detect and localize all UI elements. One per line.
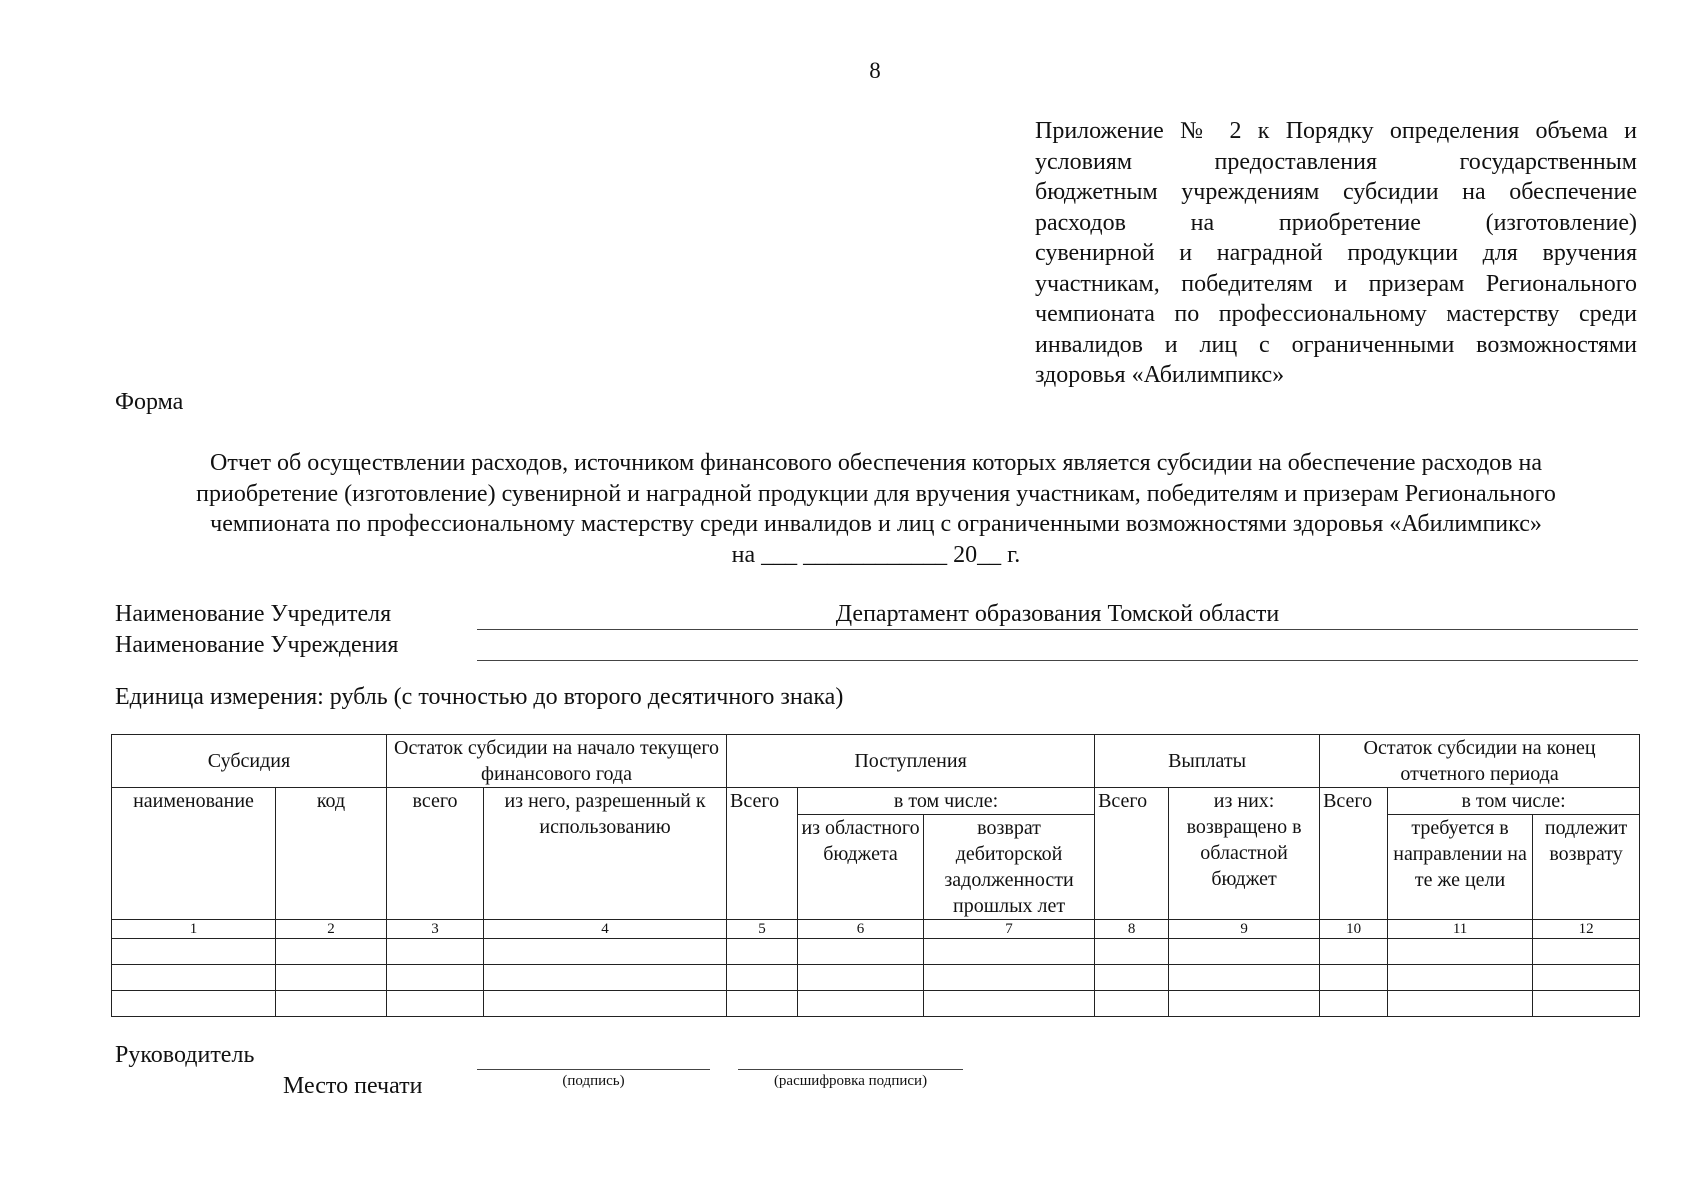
table-cell[interactable]: [484, 991, 727, 1017]
table-cell[interactable]: [1320, 965, 1388, 991]
table-row: [112, 965, 1640, 991]
appendix-line: бюджетным учреждениям субсидии на обеспечение: [1035, 179, 1637, 205]
table-cell[interactable]: [1533, 939, 1640, 965]
header-allowed: из него, разрешенный к использованию: [484, 788, 727, 920]
column-number: 9: [1169, 920, 1320, 939]
table-cell[interactable]: [276, 991, 387, 1017]
header-return-debts: возврат дебиторской задолженности прошлых лет: [924, 815, 1095, 920]
table-cell[interactable]: [112, 965, 276, 991]
column-number: 2: [276, 920, 387, 939]
appendix-line: условиям предоставления государственным: [1035, 148, 1637, 175]
table-cell[interactable]: [276, 939, 387, 965]
table-cell[interactable]: [727, 991, 798, 1017]
appendix-line: участникам, победителям и призерам Регионального: [1035, 270, 1637, 297]
header-receipts-including: в том числе:: [798, 788, 1095, 815]
column-number: 3: [387, 920, 484, 939]
table-cell[interactable]: [1169, 991, 1320, 1017]
table-cell[interactable]: [798, 965, 924, 991]
header-receipts-total: Всего: [727, 788, 798, 920]
seal-label: Место печати: [283, 1073, 423, 1099]
table-cell[interactable]: [1533, 965, 1640, 991]
header-same-purposes: требуется в направлении на те же цели: [1388, 815, 1533, 920]
header-payments: Выплаты: [1095, 735, 1320, 788]
header-start-balance: Остаток субсидии на начало текущего финансового года: [387, 735, 727, 788]
column-number: 8: [1095, 920, 1169, 939]
table-cell[interactable]: [1095, 965, 1169, 991]
table-row: [112, 939, 1640, 965]
table-cell[interactable]: [112, 991, 276, 1017]
table-cell[interactable]: [484, 965, 727, 991]
column-number: 11: [1388, 920, 1533, 939]
table-cell[interactable]: [1095, 939, 1169, 965]
header-code: код: [276, 788, 387, 920]
table-cell[interactable]: [924, 991, 1095, 1017]
report-table: [111, 734, 1640, 1017]
header-from-regional: из областного бюджета: [798, 815, 924, 920]
table-cell[interactable]: [387, 939, 484, 965]
header-receipts: Поступления: [727, 735, 1095, 788]
decoding-caption: (расшифровка подписи): [773, 1073, 928, 1089]
table-cell[interactable]: [112, 939, 276, 965]
report-date-line: на ___ ____________ 20__ г.: [731, 541, 1021, 568]
signature-line[interactable]: [477, 1069, 710, 1070]
table-cell[interactable]: [1388, 939, 1533, 965]
title-line: чемпионата по профессиональному мастерству среди инвалидов и лиц с ограниченными возможностями здоровья «Абилимпикс»: [210, 511, 1542, 537]
institution-underline: [477, 660, 1638, 661]
signature-caption: (подпись): [562, 1073, 625, 1089]
founder-label: Наименование Учредителя: [115, 601, 392, 627]
column-number: 1: [112, 920, 276, 939]
table-cell[interactable]: [1095, 991, 1169, 1017]
table-cell[interactable]: [1169, 939, 1320, 965]
page-number: 8: [869, 58, 881, 83]
column-number: 6: [798, 920, 924, 939]
column-number: 5: [727, 920, 798, 939]
table-cell[interactable]: [1533, 991, 1640, 1017]
form-label: Форма: [115, 389, 184, 415]
header-subsidy: Субсидия: [112, 735, 387, 788]
table-cell[interactable]: [1388, 965, 1533, 991]
column-number: 10: [1320, 920, 1388, 939]
title-line: Отчет об осуществлении расходов, источником финансового обеспечения которых является субсидии на обеспечение расходов на: [210, 450, 1542, 476]
table-cell[interactable]: [1320, 939, 1388, 965]
table-cell[interactable]: [387, 965, 484, 991]
header-end-including: в том числе:: [1388, 788, 1640, 815]
appendix-line: сувенирной и наградной продукции для вручения: [1035, 240, 1637, 266]
appendix-note: [1035, 116, 1637, 391]
table-cell[interactable]: [276, 965, 387, 991]
header-end-total: Всего: [1320, 788, 1388, 920]
appendix-line: расходов на приобретение (изготовление): [1035, 209, 1637, 236]
table-cell[interactable]: [727, 939, 798, 965]
column-number: 4: [484, 920, 727, 939]
table-cell[interactable]: [484, 939, 727, 965]
table-cell[interactable]: [727, 965, 798, 991]
header-payments-total: Всего: [1095, 788, 1169, 920]
founder-underline: [477, 629, 1638, 630]
header-name: наименование: [112, 788, 276, 920]
decoding-line[interactable]: [738, 1069, 963, 1070]
header-returned: из них: возвращено в областной бюджет: [1169, 788, 1320, 920]
header-to-return: подлежит возврату: [1533, 815, 1640, 920]
table-cell[interactable]: [924, 965, 1095, 991]
appendix-line: инвалидов и лиц с ограниченными возможностями: [1035, 331, 1637, 358]
appendix-line: здоровья «Абилимпикс»: [1035, 362, 1285, 388]
table-cell[interactable]: [798, 939, 924, 965]
column-number: 12: [1533, 920, 1640, 939]
header-start-total: всего: [387, 788, 484, 920]
title-line: приобретение (изготовление) сувенирной и наградной продукции для вручения участникам, победителям и призерам Регионального: [196, 480, 1556, 507]
unit-of-measure: Единица измерения: рубль (с точностью до второго десятичного знака): [115, 684, 844, 710]
table-cell[interactable]: [1388, 991, 1533, 1017]
column-number: 7: [924, 920, 1095, 939]
founder-value[interactable]: Департамент образования Томской области: [835, 601, 1280, 627]
table-cell[interactable]: [924, 939, 1095, 965]
table-cell[interactable]: [387, 991, 484, 1017]
column-numbers-row: [112, 920, 1640, 939]
report-title: [115, 448, 1637, 570]
table-cell[interactable]: [1320, 991, 1388, 1017]
table-cell[interactable]: [1169, 965, 1320, 991]
head-label: Руководитель: [115, 1042, 255, 1068]
appendix-line: Приложение № 2 к Порядку определения объема и: [1035, 118, 1637, 144]
institution-label: Наименование Учреждения: [115, 632, 399, 658]
header-end-balance: Остаток субсидии на конец отчетного периода: [1320, 735, 1640, 788]
table-cell[interactable]: [798, 991, 924, 1017]
appendix-line: чемпионата по профессиональному мастерству среди: [1035, 301, 1637, 327]
table-row: [112, 991, 1640, 1017]
